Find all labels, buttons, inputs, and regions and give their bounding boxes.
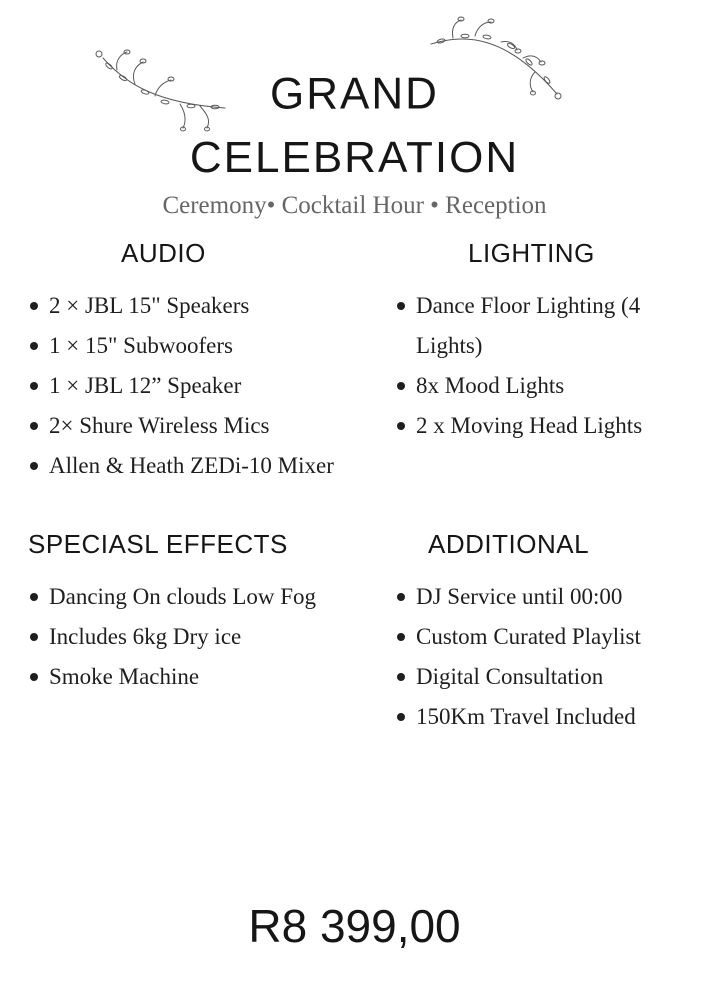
list-item: Dancing On clouds Low Fog [27, 577, 387, 617]
list-item: 2 x Moving Head Lights [394, 406, 694, 446]
event-subtitle: Ceremony• Cocktail Hour • Reception [162, 192, 547, 219]
list-item: Allen & Heath ZEDi-10 Mixer [27, 446, 387, 486]
additional-heading: ADDITIONAL [428, 529, 590, 559]
page-title-line1: GRAND [270, 68, 439, 119]
list-item: Custom Curated Playlist [394, 617, 699, 657]
list-item: DJ Service until 00:00 [394, 577, 699, 617]
list-item: 1 × JBL 12” Speaker [27, 366, 387, 406]
audio-list [27, 286, 387, 486]
list-item: 8x Mood Lights [394, 366, 694, 406]
lighting-list [394, 286, 694, 446]
lighting-heading: LIGHTING [468, 238, 595, 268]
list-item: 1 × 15" Subwoofers [27, 326, 387, 366]
list-item: 2× Shure Wireless Mics [27, 406, 387, 446]
list-item: Includes 6kg Dry ice [27, 617, 387, 657]
special-effects-list [27, 577, 387, 697]
list-item: 2 × JBL 15" Speakers [27, 286, 387, 326]
list-item: Dance Floor Lighting (4 Lights) [394, 286, 694, 366]
list-item: Digital Consultation [394, 657, 699, 697]
list-item: Smoke Machine [27, 657, 387, 697]
list-item: 150Km Travel Included [394, 697, 699, 737]
special-effects-heading: SPECIASL EFFECTS [28, 529, 288, 559]
additional-list [394, 577, 699, 737]
audio-heading: AUDIO [121, 238, 206, 268]
package-price: R8 399,00 [248, 900, 461, 952]
page-title-line2: CELEBRATION [189, 133, 520, 182]
